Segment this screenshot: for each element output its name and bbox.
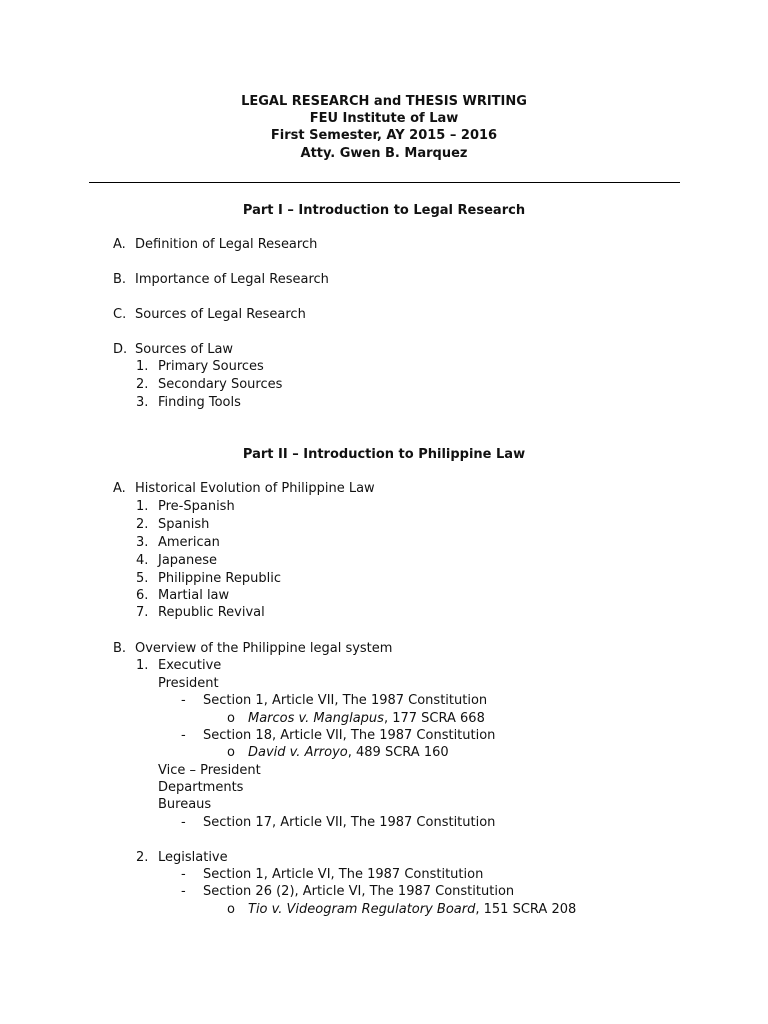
list-marker: 1. <box>136 359 149 374</box>
list-item: Section 18, Article VII, The 1987 Constitution <box>203 728 496 743</box>
case-cite: , 177 SCRA 668 <box>383 711 485 726</box>
case-citation <box>248 902 576 918</box>
bullet-marker: o <box>227 745 235 760</box>
list-marker: 2. <box>136 850 149 865</box>
list-item: Section 26 (2), Article VI, The 1987 Constitution <box>203 884 515 899</box>
case-citation <box>248 745 449 761</box>
list-item: Philippine Republic <box>158 571 281 586</box>
list-marker: D. <box>113 342 128 357</box>
list-item: Sources of Law <box>135 342 234 357</box>
list-item: Definition of Legal Research <box>135 237 318 252</box>
list-marker: 2. <box>136 517 149 532</box>
list-marker: A. <box>113 237 126 252</box>
list-item: Republic Revival <box>158 605 265 620</box>
list-marker: 7. <box>136 605 149 620</box>
list-marker: B. <box>113 272 127 287</box>
list-item: Finding Tools <box>158 395 241 410</box>
list-item: Historical Evolution of Philippine Law <box>135 481 375 496</box>
list-marker: C. <box>113 307 127 322</box>
list-marker: 4. <box>136 553 149 568</box>
list-item: Departments <box>158 780 244 795</box>
case-name: David v. Arroyo <box>248 745 348 760</box>
list-item: Secondary Sources <box>158 377 283 392</box>
list-item: Vice – President <box>158 763 261 778</box>
dash-marker: - <box>181 884 186 899</box>
case-cite: , 489 SCRA 160 <box>347 745 449 760</box>
case-name: Tio v. Videogram Regulatory Board <box>248 902 476 917</box>
list-item: Pre-Spanish <box>158 499 235 514</box>
institution: FEU Institute of Law <box>309 111 459 126</box>
list-marker: 5. <box>136 571 149 586</box>
dash-marker: - <box>181 867 186 882</box>
case-citation <box>248 711 485 727</box>
bullet-marker: o <box>227 711 235 726</box>
list-marker: 1. <box>136 499 149 514</box>
list-item: Overview of the Philippine legal system <box>135 641 393 656</box>
list-marker: 3. <box>136 395 149 410</box>
bullet-marker: o <box>227 902 235 917</box>
professor: Atty. Gwen B. Marquez <box>300 146 468 161</box>
list-marker: B. <box>113 641 127 656</box>
case-cite: , 151 SCRA 208 <box>475 902 577 917</box>
list-marker: A. <box>113 481 126 496</box>
list-item: Section 17, Article VII, The 1987 Constitution <box>203 815 496 830</box>
divider <box>89 182 680 183</box>
part2-heading: Part II – Introduction to Philippine Law <box>242 447 526 462</box>
list-item: President <box>158 676 219 691</box>
semester: First Semester, AY 2015 – 2016 <box>270 128 498 143</box>
part1-heading: Part I – Introduction to Legal Research <box>242 203 526 218</box>
dash-marker: - <box>181 728 186 743</box>
list-marker: 3. <box>136 535 149 550</box>
list-item: Sources of Legal Research <box>135 307 306 322</box>
list-marker: 2. <box>136 377 149 392</box>
list-item: Section 1, Article VI, The 1987 Constitution <box>203 867 484 882</box>
list-marker: 6. <box>136 588 149 603</box>
dash-marker: - <box>181 815 186 830</box>
list-item: Importance of Legal Research <box>135 272 329 287</box>
list-item: Japanese <box>158 553 218 568</box>
list-item: Bureaus <box>158 797 212 812</box>
list-marker: 1. <box>136 658 149 673</box>
list-item: Martial law <box>158 588 230 603</box>
list-item: Spanish <box>158 517 210 532</box>
dash-marker: - <box>181 693 186 708</box>
list-item: Primary Sources <box>158 359 264 374</box>
list-item: American <box>158 535 220 550</box>
list-item: Executive <box>158 658 222 673</box>
course-title: LEGAL RESEARCH and THESIS WRITING <box>241 94 527 109</box>
case-name: Marcos v. Manglapus <box>248 711 384 726</box>
list-item: Legislative <box>158 850 228 865</box>
list-item: Section 1, Article VII, The 1987 Constitution <box>203 693 488 708</box>
